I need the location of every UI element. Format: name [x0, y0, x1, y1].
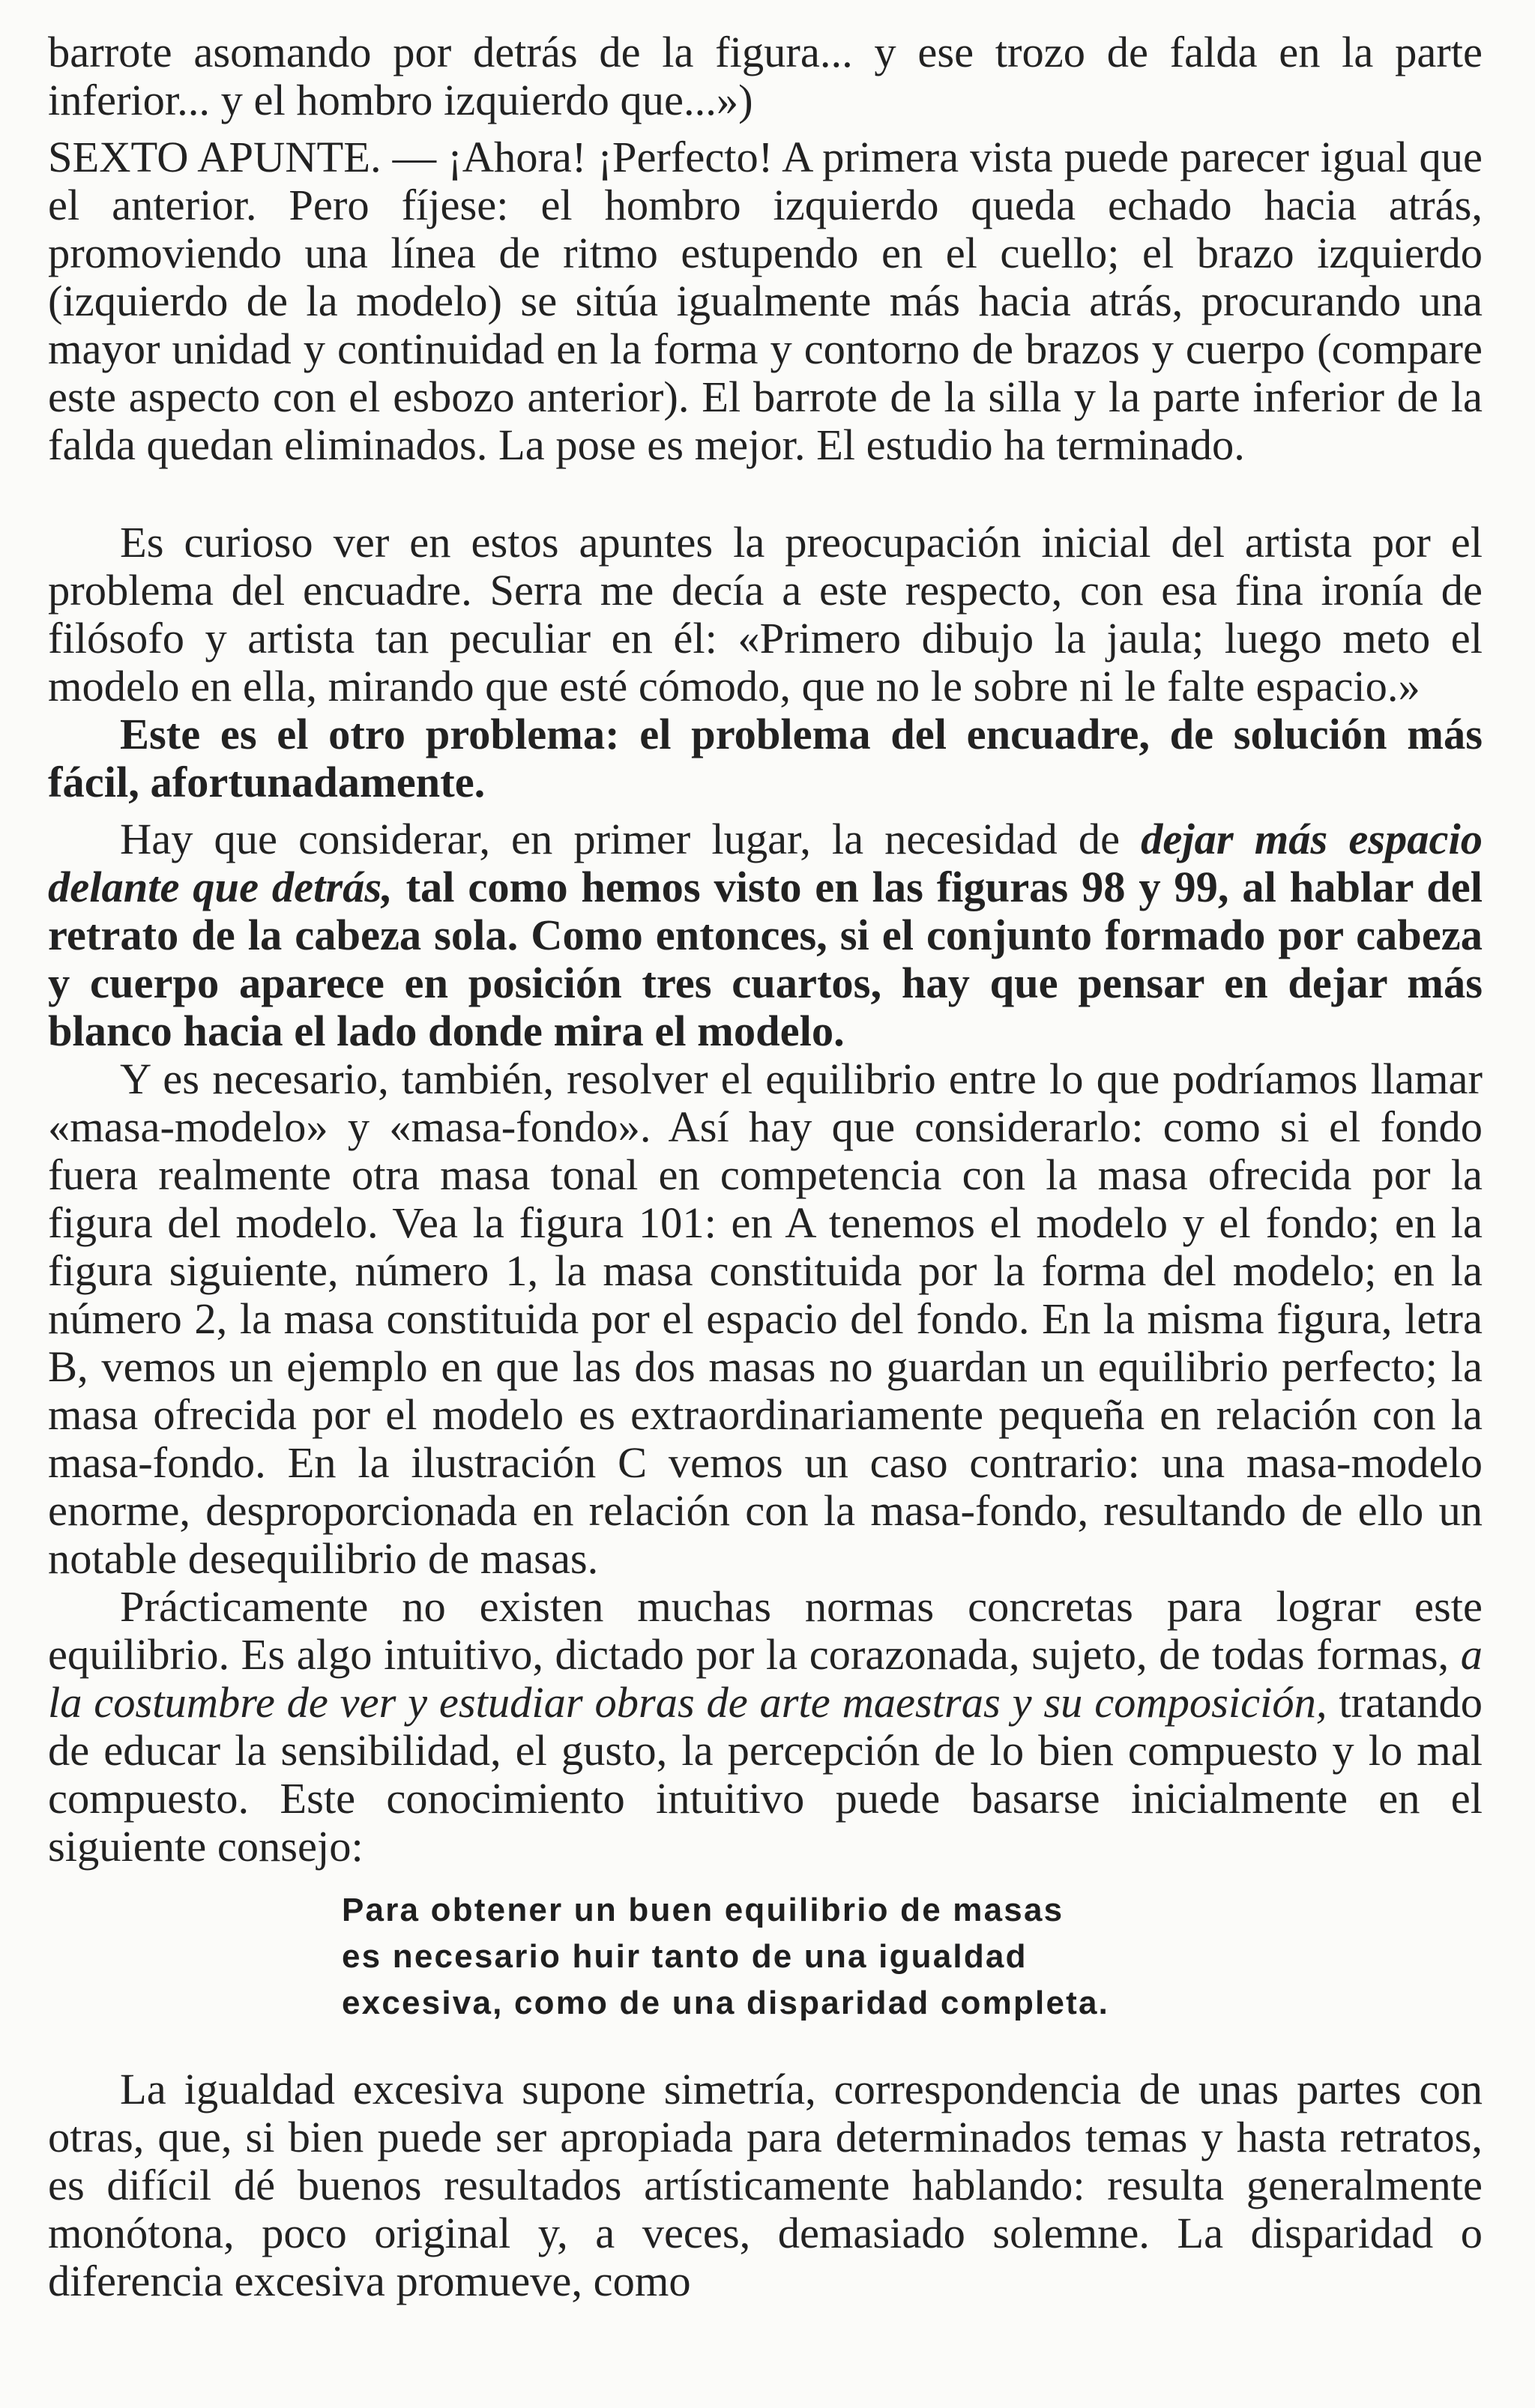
- paragraph-continuation: barrote asomando por detrás de la figura... y ese trozo de falda en la parte inferior... y el hombro izquierdo que...»): [48, 28, 1483, 124]
- paragraph-sexto-apunte: SEXTO APUNTE. — ¡Ahora! ¡Perfecto! A primera vista puede parecer igual que el anterior. Pero fíjese: el hombro izquierdo queda echado hacia atrás, promoviendo una línea de ritmo estupendo en el cuello; el brazo izquierdo (izquierdo de la modelo) se sitúa igualmente más hacia atrás, procurando una mayor unidad y continuidad en la forma y contorno de brazos y cuerpo (compare este aspecto con el esbozo anterior). El barrote de la silla y la parte inferior de la falda quedan eliminados. La pose es mejor. El estudio ha terminado.: [48, 133, 1483, 469]
- paragraph-espacio: [48, 815, 1483, 1055]
- espacio-text-middle: tal como hemos visto en las figuras 98 y 99,: [405, 863, 1229, 911]
- callout-rule: [342, 1887, 1271, 2027]
- paragraph-encuadre-problem: [48, 710, 1483, 806]
- paragraph-equilibrio: Y es necesario, también, resolver el equilibrio entre lo que podríamos llamar «masa-modelo» y «masa-fondo». Así hay que considerarlo: como si el fondo fuera realmente otra masa tonal en competencia con la masa ofrecida por la figura del modelo. Vea la figura 101: en A tenemos el modelo y el fondo; en la figura siguiente, número 1, la masa constituida por la forma del modelo; en la número 2, la masa constituida por el espacio del fondo. En la misma figura, letra B, vemos un ejemplo en que las dos masas no guardan un equilibrio perfecto; la masa ofrecida por el modelo es extraordinariamente pequeña en relación con la masa-fondo. En la ilustración C vemos un caso contrario: una masa-modelo enorme, desproporcionada en relación con la masa-fondo, resultando de ello un notable desequilibrio de masas.: [48, 1054, 1483, 1583]
- encuadre-problem-text: Este es el otro problema: el problema del encuadre, de solución más fácil, afortunadamente.: [48, 710, 1483, 806]
- normas-text-start: Prácticamente no existen muchas normas concretas para lograr este equilibrio. Es algo intuitivo, dictado por la corazonada, sujeto, de todas formas,: [48, 1582, 1483, 1679]
- paragraph-normas: [48, 1583, 1483, 1871]
- callout-line: es necesario huir tanto de una igualdad: [342, 1938, 1028, 1975]
- callout-line: excesiva, como de una disparidad completa.: [342, 1985, 1110, 2021]
- espacio-text-start: Hay que considerar, en primer lugar, la necesidad de: [120, 815, 1121, 863]
- normas-text-end: tratando de educar la sensibilidad, el gusto, la percepción de lo bien compuesto y lo mal compuesto. Este conocimiento intuitivo puede basarse inicialmente en el siguiente consejo:: [48, 1678, 1483, 1871]
- espacio-emphasis: dejar más espacio delante que detrás,: [48, 815, 1483, 911]
- paragraph-igualdad: La igualdad excesiva supone simetría, correspondencia de unas partes con otras, que, si bien puede ser apropiada para determinados temas y hasta retratos, es difícil dé buenos resultados artísticamente hablando: resulta generalmente monótona, poco original y, a veces, demasiado solemne. La disparidad o diferencia excesiva promueve, como: [48, 2065, 1483, 2305]
- normas-emphasis: a la costumbre de ver y estudiar obras de arte maestras y su composición,: [48, 1630, 1483, 1727]
- paragraph-encuadre-intro: Es curioso ver en estos apuntes la preocupación inicial del artista por el problema del encuadre. Serra me decía a este respecto, con esa fina ironía de filósofo y artista tan peculiar en él: «Primero dibujo la jaula; luego meto el modelo en ella, mirando que esté cómodo, que no le sobre ni le falte espacio.»: [48, 518, 1483, 710]
- espacio-text-end: al hablar del retrato de la cabeza sola. Como entonces, si el conjunto formado por cabeza y cuerpo aparece en posición tres cuartos, hay que pensar en dejar más blanco hacia el lado donde mira el modelo.: [48, 863, 1483, 1055]
- callout-line: Para obtener un buen equilibrio de masas: [342, 1892, 1064, 1928]
